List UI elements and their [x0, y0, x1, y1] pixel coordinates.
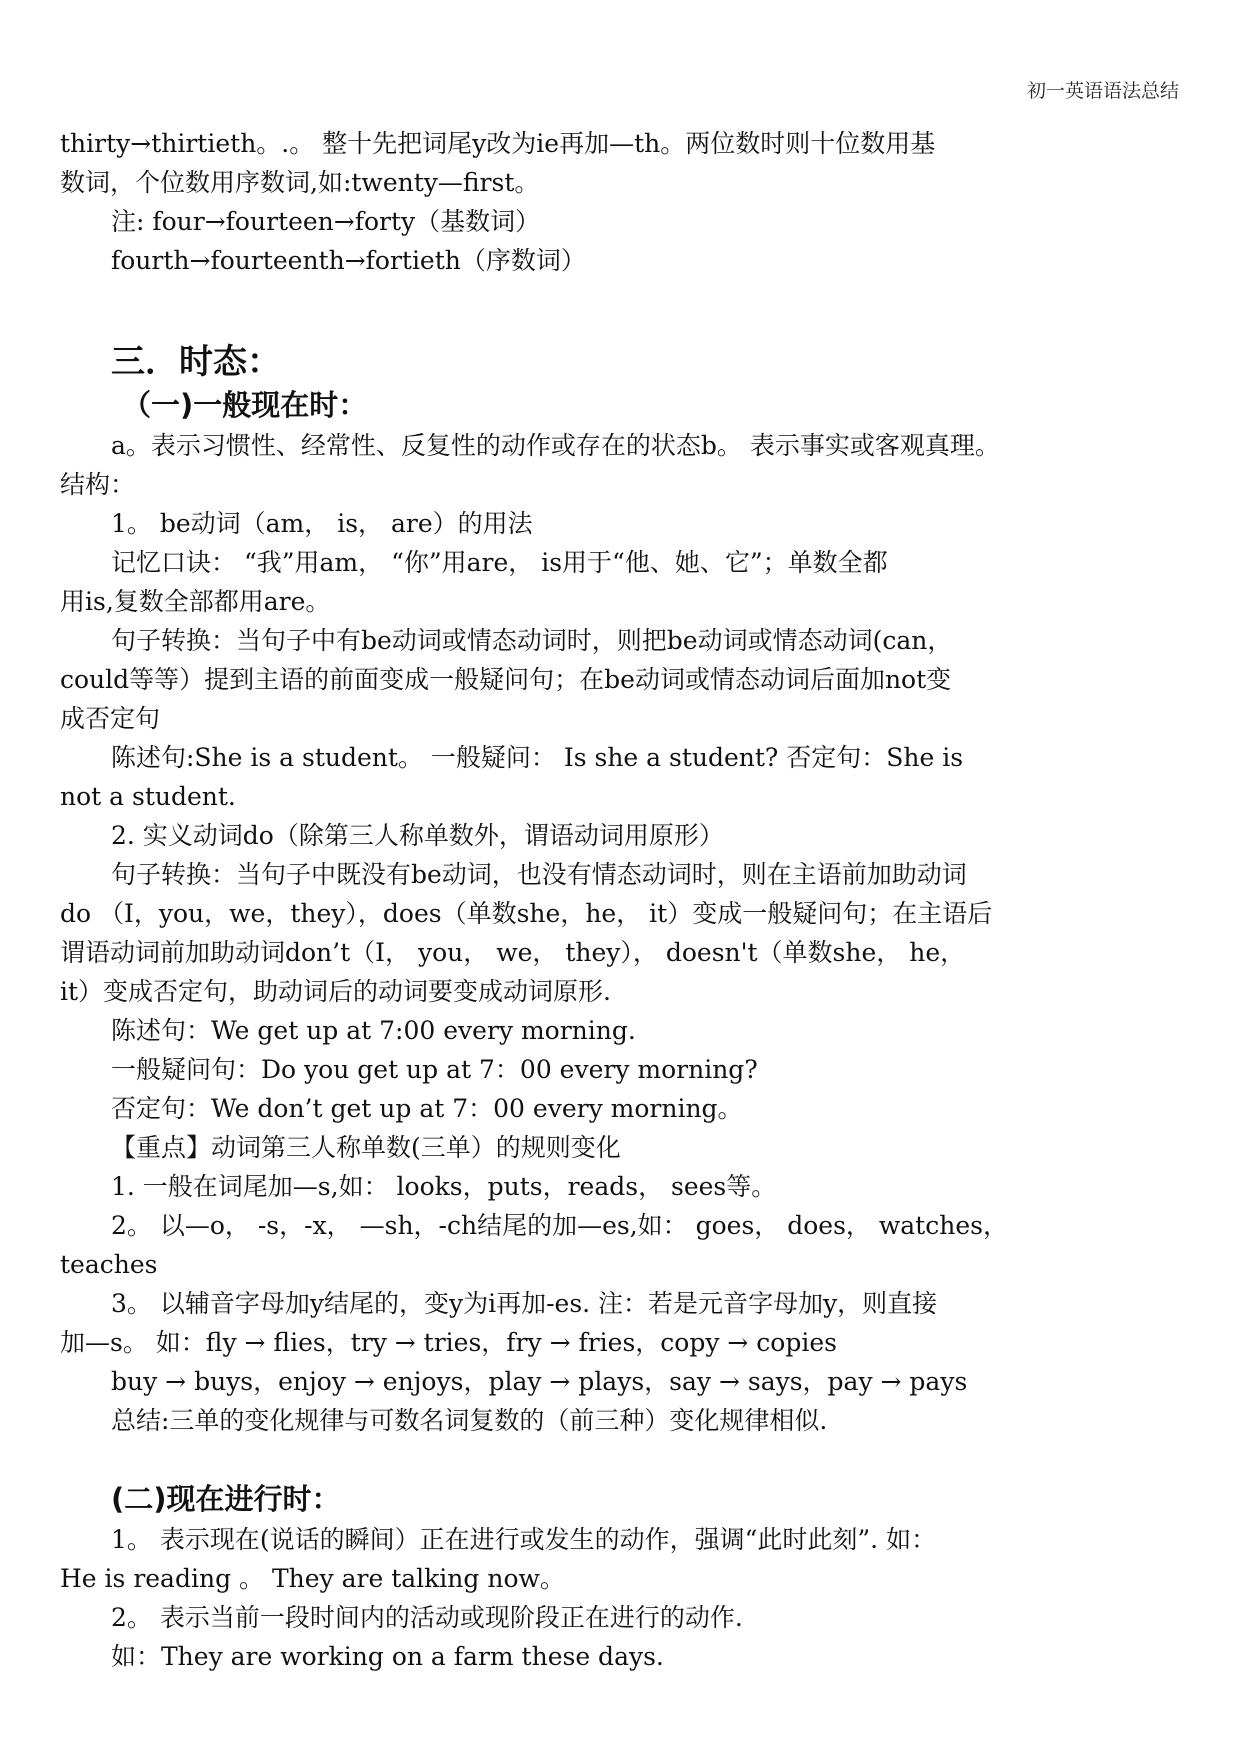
text-line: 【重点】动词第三人称单数(三单）的规则变化	[111, 1133, 621, 1162]
text-line: teaches	[60, 1250, 158, 1279]
text-line: 2。 表示当前一段时间内的活动或现阶段正在进行的动作.	[111, 1603, 743, 1632]
text-line: 注: four→fourteen→forty（基数词）	[111, 207, 541, 236]
text-line: He is reading 。 They are talking now。	[60, 1564, 565, 1593]
text-line: 2. 实义动词do（除第三人称单数外，谓语动词用原形）	[111, 821, 724, 850]
section-heading-tenses: 三．时态：	[111, 342, 281, 382]
text-line: 3。 以辅音字母加y结尾的，变y为i再加-es. 注：若是元音字母加y，则直接	[111, 1289, 938, 1318]
text-line: 1. 一般在词尾加—s,如： looks，puts，reads， sees等。	[111, 1172, 777, 1201]
text-line: it）变成否定句，助动词后的动词要变成动词原形.	[60, 977, 611, 1006]
document-body	[60, 124, 1185, 1676]
subsection-heading-present-continuous: (二)现在进行时：	[111, 1482, 341, 1516]
text-line: 一般疑问句：Do you get up at 7：00 every morning?	[111, 1055, 758, 1084]
text-line: 记忆口诀： “我”用am， “你”用are， is用于“他、她、它”；单数全都	[111, 548, 888, 577]
text-line: 句子转换：当句子中既没有be动词，也没有情态动词时，则在主语前加助动词	[111, 860, 967, 889]
text-line: a。表示习惯性、经常性、反复性的动作或存在的状态b。 表示事实或客观真理。	[111, 431, 1000, 460]
text-line: 谓语动词前加助动词don’t（I， you， we， they）， doesn't（单数she， he，	[60, 938, 966, 967]
text-line: fourth→fourteenth→fortieth（序数词）	[111, 246, 586, 275]
text-line: thirty→thirtieth。.。 整十先把词尾y改为ie再加—th。两位数时则十位数用基	[60, 129, 936, 158]
text-line: 陈述句：We get up at 7:00 every morning.	[111, 1016, 636, 1045]
text-line: 用is,复数全部都用are。	[60, 587, 331, 616]
text-line: 加—s。 如：fly → flies，try → tries，fry → fries，copy → copies	[60, 1328, 837, 1357]
page-header-title: 初一英语语法总结	[1026, 80, 1179, 102]
text-line: 1。 be动词（am， is， are）的用法	[111, 509, 533, 538]
text-line: 句子转换：当句子中有be动词或情态动词时，则把be动词或情态动词(can，	[111, 626, 953, 655]
text-line: 2。 以—o， -s，-x， —sh，-ch结尾的加—es,如： goes， does， watches，	[111, 1211, 1008, 1240]
text-line: 成否定句	[60, 704, 161, 733]
text-line: 结构：	[60, 470, 136, 499]
text-line: not a student.	[60, 782, 236, 811]
subsection-heading-present-simple: （一)一般现在时：	[122, 388, 368, 422]
text-line: do （I，you，we，they），does（单数she，he， it）变成一般疑问句；在主语后	[60, 899, 993, 928]
text-line: buy → buys，enjoy → enjoys，play → plays，say → says，pay → pays	[111, 1367, 968, 1396]
text-line: 总结:三单的变化规律与可数名词复数的（前三种）变化规律相似.	[111, 1406, 828, 1435]
text-line: could等等）提到主语的前面变成一般疑问句；在be动词或情态动词后面加not变	[60, 665, 952, 694]
text-line: 数词，个位数用序数词,如:twenty—first。	[60, 168, 540, 197]
text-line: 否定句：We don’t get up at 7：00 every morning。	[111, 1094, 743, 1123]
text-line: 陈述句:She is a student。 一般疑问： Is she a student? 否定句：She is	[111, 743, 964, 772]
text-line: 1。 表示现在(说话的瞬间）正在进行或发生的动作，强调“此时此刻”. 如：	[111, 1525, 937, 1554]
text-line: 如：They are working on a farm these days.	[111, 1642, 664, 1671]
